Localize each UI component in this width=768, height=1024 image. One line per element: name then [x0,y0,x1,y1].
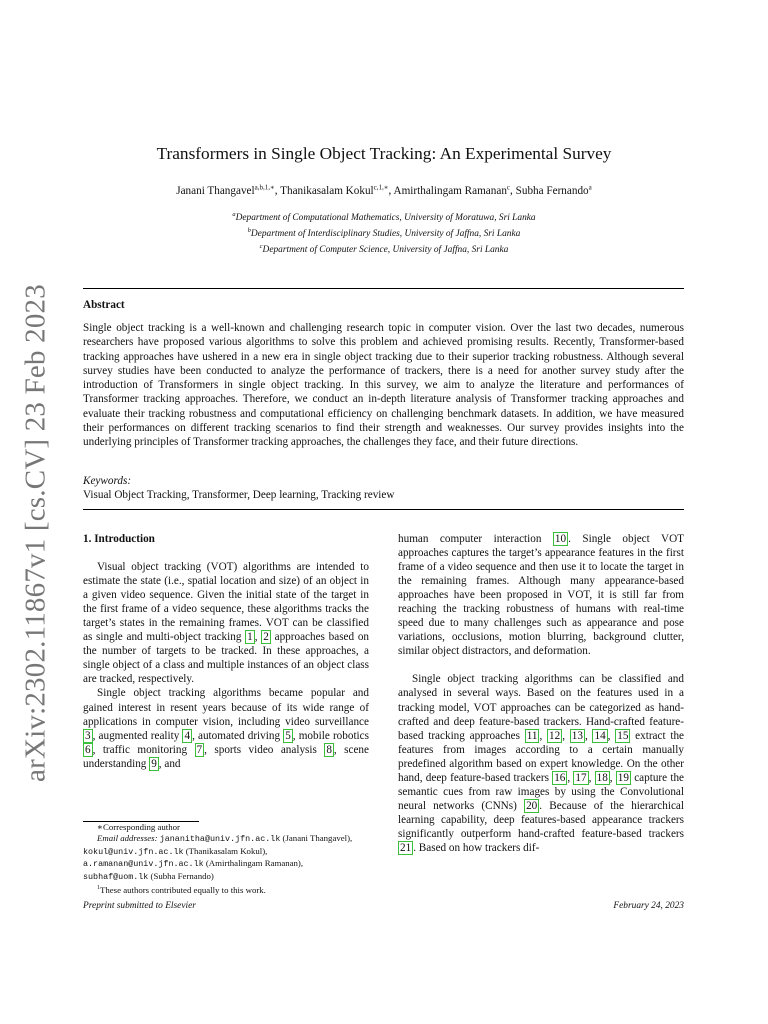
citation-link[interactable]: 17 [575,771,587,784]
citation-link[interactable]: 3 [85,729,91,742]
citation-link[interactable]: 7 [196,743,203,756]
citation-link[interactable]: 11 [526,729,538,742]
citation-link[interactable]: 5 [285,729,291,742]
citation-link[interactable]: 14 [594,729,606,742]
footnotes [83,822,369,896]
affiliation: $^c$Department of Computer Science, University of Jaffna, Sri Lanka [259,242,509,255]
keywords-text: Visual Object Tracking, Transformer, Deep learning, Tracking review [83,489,395,501]
author-list: Janani Thangavel$^{a,b,1,∗}$, Thanikasalam Kokul$^{c,1,∗}$, Amirthalingam Ramanan$^c$, Subha Fernando$^a$ [176,183,592,197]
corresponding-note: ∗Corresponding author [97,822,180,832]
author: Thanikasalam Kokul$^{c,1,∗}$ [280,183,389,197]
affiliation: $^b$Department of Interdisciplinary Studies, University of Jaffna, Sri Lanka [247,226,521,240]
abstract-heading: Abstract [83,299,125,311]
email-link[interactable]: jananitha@univ.jfn.ac.lk [159,834,281,845]
email-link[interactable]: kokul@univ.jfn.ac.lk [83,846,184,857]
citation-link[interactable]: 4 [184,729,191,742]
author: Amirthalingam Ramanan$^c$ [393,183,511,197]
right-column [398,532,684,855]
citation-link[interactable]: 16 [554,771,566,784]
keywords-heading: Keywords: [83,475,132,487]
citation-link[interactable]: 21 [400,841,412,854]
equal-contribution-note: $^1$These authors contributed equally to this work. [97,884,266,895]
preprint-date: February 24, 2023 [613,901,684,911]
citation-link[interactable]: 6 [85,743,91,756]
preprint-notice: Preprint submitted to Elsevier [83,901,196,911]
citation-link[interactable]: 9 [151,757,157,770]
abstract-top-rule [83,288,684,289]
author: Janani Thangavel$^{a,b,1,∗}$ [176,183,275,197]
email-link[interactable]: a.ramanan@univ.jfn.ac.lk [83,859,204,870]
citation-link[interactable]: 2 [263,631,269,644]
citation-link[interactable]: 13 [571,729,583,742]
intro-paragraph-2: Single object tracking algorithms became popular and gained interest in resent years because of its wide range of applications in computer vision, including video surveillance 3 , augmented reality 4 , automated driving 5 , mobile robotics 6 , traffic monitoring 7 , sports video analysis 8 , scene understanding 9 , and [83,687,369,770]
abstract-text: Single object tracking is a well-known and challenging research topic in computer vision. Over the last two decades, numerous researchers have proposed various algorithms to solve this problem and achieved promising results. Recently, Transformer-based tracking approaches have ushered in a new era in single object tracking due to their superior tracking robustness. Although several survey studies have been conducted to analyze the performance of trackers, there is a need for another survey study after the introduction of Transformers in single object tracking. In this survey, we aim to analyze the literature and performances of Transformer tracking approaches. Therefore, we conduct an in-depth literature analysis of Transformer tracking approaches and evaluate their tracking robustness and computational efficiency on challenging benchmark datasets. In addition, we have measured their performances on different tracking scenarios to find their strength and weaknesses. Our survey provides insights into the underlying principles of Transformer tracking approaches, the challenges they face, and their future directions. [83,322,684,448]
section-heading: 1. Introduction [83,533,155,545]
email-link[interactable]: subhaf@uom.lk [83,871,149,882]
email-note: Email addresses: jananitha@univ.jfn.ac.lk (Janani Thangavel), kokul@univ.jfn.ac.lk (Thanikasalam Kokul), a.ramanan@univ.jfn.ac.lk (Amirthalingam Ramanan), subhaf@uom.lk (Subha Fernando) [83,833,353,882]
intro-paragraph-4: Single object tracking algorithms can be classified and analysed in several ways. Based on the features used in a tracking model, VOT approaches can be categorized as hand-crafted and deep feature-based trackers. Hand-crafted feature-based tracking approaches 11 , 12 , 13 , 14 , 15 extract the features from images according to a certain manually predefined algorithm based on expert knowledge. On the other hand, deep feature-based trackers 16 , 17 , 18 , 19 capture the semantic cues from raw images by using the Convolutional neural networks (CNNs) 20 . Because of the hierarchical learning capability, deep features-based appearance trackers significantly outperform hand-crafted feature-based trackers 21 . Based on how trackers dif- [398,673,685,854]
citation-link[interactable]: 15 [617,729,629,742]
left-column [83,532,369,771]
arxiv-stamp: arXiv:2302.11867v1 [cs.CV] 23 Feb 2023 [19,284,52,782]
abstract-bottom-rule [83,509,684,510]
intro-paragraph-3: human computer interaction 10 . Single object VOT approaches captures the target’s appearance features in the first frame of a video sequence and then use it to locate the target in the remaining frames. Although many appearance-based approaches have been proposed in VOT, it is still far from reaching the tracking robustness of humans with real-time speed due to many challenges such as appearance and pose variations, occlusions, motion blurring, background clutter, similar object distractors, and deformation. [398,533,684,658]
paper-title: Transformers in Single Object Tracking: An Experimental Survey [156,144,612,163]
citation-link[interactable]: 12 [549,729,561,742]
affiliations [84,209,684,257]
author: Subha Fernando$^a$ [515,183,592,197]
citation-link[interactable]: 18 [596,771,608,784]
citation-link[interactable]: 10 [554,533,567,545]
citation-link[interactable]: 1 [247,631,253,644]
citation-link[interactable]: 20 [526,799,538,812]
affiliation: $^a$Department of Computational Mathematics, University of Moratuwa, Sri Lanka [232,211,536,224]
citation-link[interactable]: 19 [617,771,629,784]
intro-paragraph-1: Visual object tracking (VOT) algorithms are intended to estimate the state (i.e., spatial location and size) of an object in a given video sequence. Given the initial state of the target in the first frame of a video sequence, these algorithms tracks the target’s states in the remaining frames. VOT can be classified as single and multi-object tracking 1 , 2 approaches based on the number of targets to be tracked. In these approaches, a single object of a class and multiple instances of an object class are tracked, respectively. [83,561,370,686]
citation-link[interactable]: 8 [326,743,332,756]
